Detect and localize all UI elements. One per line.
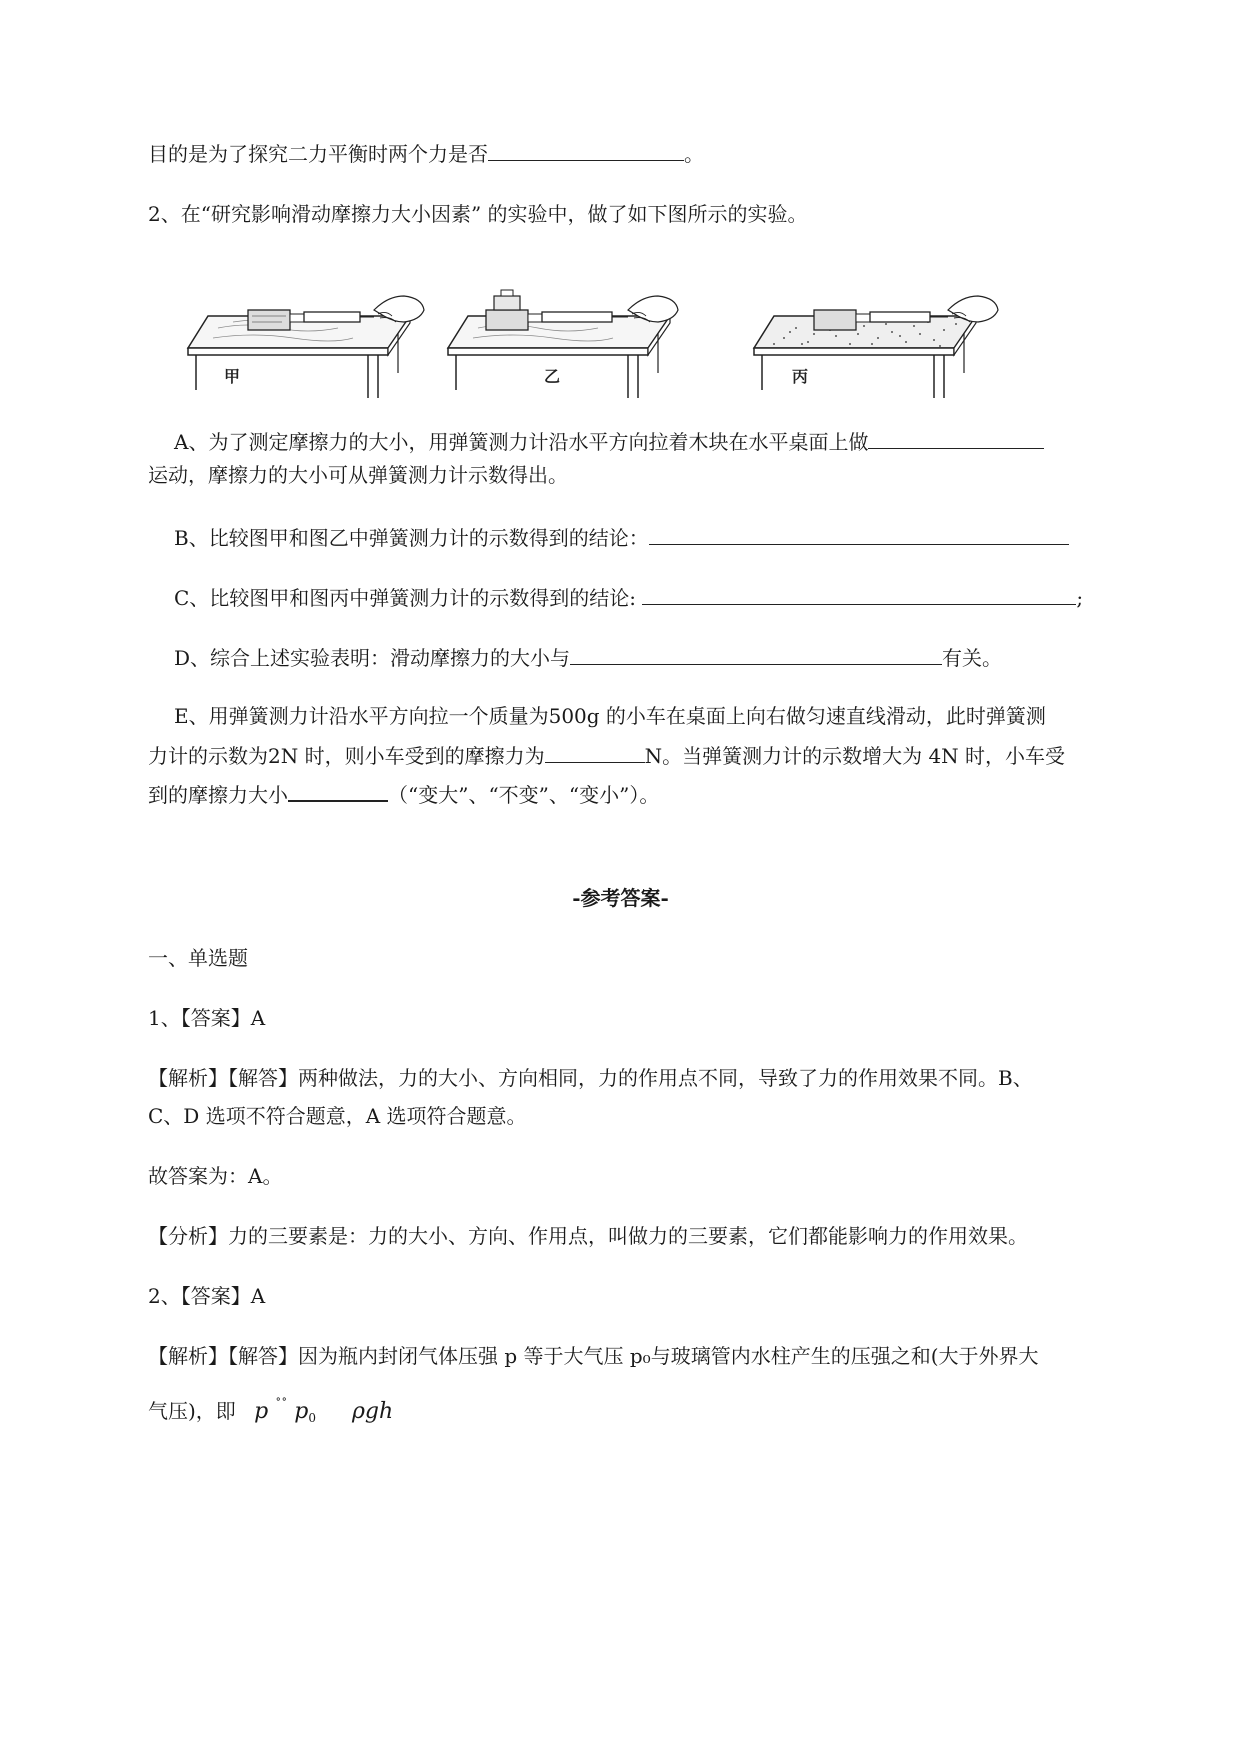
q2-part-c: C、比较图甲和图丙中弹簧测力计的示数得到的结论: ; (174, 582, 1083, 612)
q2-a-blank[interactable] (868, 426, 1044, 449)
figure-label-yi: 乙 (544, 367, 561, 386)
answers-section-heading: 一、单选题 (148, 946, 248, 970)
q2-e-blank2[interactable] (288, 778, 388, 802)
answer-1-result: 故答案为：A。 (148, 1164, 283, 1188)
q2-d-blank[interactable] (570, 642, 942, 665)
figure-yi (438, 266, 688, 398)
answer-1-analysis-line1: 【解析】【解答】两种做法，力的大小、方向相同，力的作用点不同，导致了力的作用效果不同。B、 (148, 1066, 1033, 1090)
q1-tail-line: 目的是为了探究二力平衡时两个力是否 。 (148, 138, 704, 168)
q2-intro: 2、在“研究影响滑动摩擦力大小因素” 的实验中，做了如下图所示的实验。 (148, 202, 808, 226)
formula-symbol: ˚˚ (275, 1397, 288, 1411)
answer-2-head: 2、【答案】A (148, 1284, 266, 1308)
answer-2-analysis-line1: 【解析】【解答】因为瓶内封闭气体压强 p 等于大气压 p₀与玻璃管内水柱产生的压强之和(大于外界大 (148, 1344, 1039, 1368)
answers-title: -参考答案- (572, 886, 669, 910)
answer-1-note: 【分析】力的三要素是：力的大小、方向、作用点，叫做力的三要素，它们都能影响力的作用效果。 (148, 1224, 1028, 1248)
answer-2-analysis-line2: 气压)，即 p ˚˚ $p_0$ ρgh (148, 1397, 394, 1425)
q2-c-blank[interactable] (642, 582, 1076, 605)
q2-part-a-line1: A、为了测定摩擦力的大小，用弹簧测力计沿水平方向拉着木块在水平桌面上做 (174, 426, 1044, 456)
figure-label-jia: 甲 (224, 367, 241, 386)
q2-part-a-line2: 运动，摩擦力的大小可从弹簧测力计示数得出。 (148, 463, 568, 487)
formula: p ˚˚ $p_0$ ρgh (254, 1397, 394, 1425)
q2-part-e-line2: 力计的示数为2N 时，则小车受到的摩擦力为 N。当弹簧测力计的示数增大为 4N 时，小车受 (148, 740, 1065, 770)
answer-1-analysis-line2: C、D 选项不符合题意，A 选项符合题意。 (148, 1104, 527, 1128)
figure-jia (178, 288, 428, 398)
q1-blank[interactable] (488, 138, 684, 161)
q2-part-d: D、综合上述实验表明：滑动摩擦力的大小与 有关。 (174, 642, 1002, 672)
q1-tail-text: 目的是为了探究二力平衡时两个力是否 (148, 142, 488, 166)
figure-bing (744, 288, 1006, 398)
q2-part-e-line3: 到的摩擦力大小 （“变大”、“不变”、“变小”）。 (148, 778, 659, 809)
q2-part-b: B、比较图甲和图乙中弹簧测力计的示数得到的结论： (174, 522, 1069, 552)
q2-e-blank1[interactable] (545, 740, 645, 763)
figure-label-bing: 丙 (792, 367, 809, 386)
answer-1-head: 1、【答案】A (148, 1006, 266, 1030)
q2-b-blank[interactable] (649, 522, 1069, 545)
q2-part-e-line1: E、用弹簧测力计沿水平方向拉一个质量为500g 的小车在桌面上向右做匀速直线滑动，此时弹簧测 (174, 704, 1046, 728)
